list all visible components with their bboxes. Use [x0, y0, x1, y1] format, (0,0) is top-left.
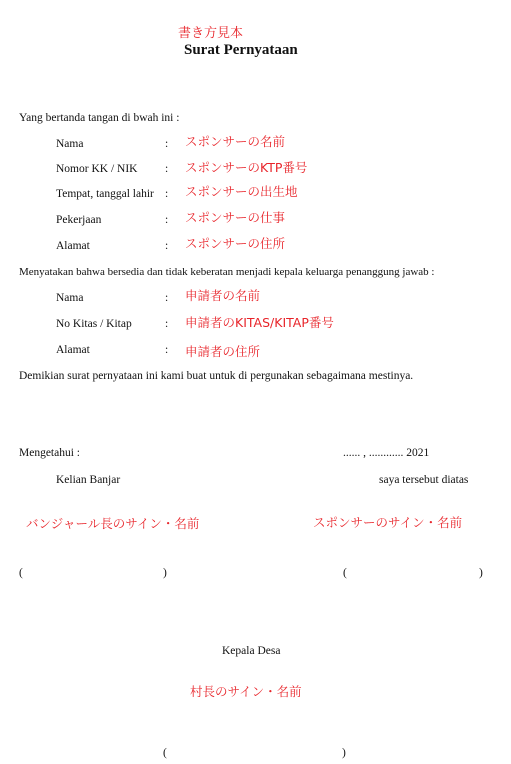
bottom-signature-hint: 村長のサイン・名前 [190, 684, 302, 699]
field-label: No Kitas / Kitap [56, 318, 132, 330]
field-value: スポンサーの住所 [185, 236, 286, 251]
bottom-open-paren: ( [163, 747, 167, 759]
left-open-paren: ( [19, 567, 23, 579]
bottom-signer-title: Kepala Desa [222, 645, 281, 657]
field-label: Alamat [56, 344, 90, 356]
closing-text: Demikian surat pernyataan ini kami buat untuk di pergunakan sebagaimana mestinya. [19, 370, 414, 382]
field-value: スポンサーの仕事 [185, 210, 286, 225]
right-signature-hint: スポンサーのサイン・名前 [313, 515, 463, 530]
left-close-paren: ) [163, 567, 167, 579]
field-colon: : [165, 138, 169, 150]
field-colon: : [165, 318, 169, 330]
field-value: スポンサーの名前 [185, 134, 286, 149]
field-label: Nama [56, 138, 84, 150]
right-signer-title: saya tersebut diatas [379, 474, 469, 486]
right-open-paren: ( [343, 567, 347, 579]
field-colon: : [165, 188, 169, 200]
date-line: ...... , ............ 2021 [343, 447, 430, 459]
field-label: Nama [56, 292, 84, 304]
intro-text: Yang bertanda tangan di bwah ini : [19, 112, 180, 124]
sample-label: 書き方見本 [178, 26, 244, 41]
field-label: Nomor KK / NIK [56, 163, 138, 175]
field-label: Alamat [56, 240, 90, 252]
field-value: 申請者の住所 [185, 344, 261, 359]
field-value: 申請者の名前 [185, 288, 261, 303]
field-value: スポンサーの出生地 [185, 184, 298, 199]
field-value: スポンサーのKTP番号 [185, 160, 308, 175]
document-title: Surat Pernyataan [184, 42, 298, 58]
field-colon: : [165, 163, 169, 175]
field-colon: : [165, 292, 169, 304]
field-colon: : [165, 240, 169, 252]
left-signature-hint: バンジャール長のサイン・名前 [26, 516, 200, 531]
right-close-paren: ) [479, 567, 483, 579]
bottom-close-paren: ) [342, 747, 346, 759]
left-signer-title: Kelian Banjar [56, 474, 121, 486]
acknowledged-label: Mengetahui : [19, 447, 80, 459]
field-label: Pekerjaan [56, 214, 102, 226]
field-label: Tempat, tanggal lahir [56, 188, 154, 200]
statement-text: Menyatakan bahwa bersedia dan tidak keberatan menjadi kepala keluarga penanggung jawab : [19, 266, 435, 278]
field-colon: : [165, 344, 169, 356]
field-colon: : [165, 214, 169, 226]
field-value: 申請者のKITAS/KITAP番号 [185, 315, 334, 330]
